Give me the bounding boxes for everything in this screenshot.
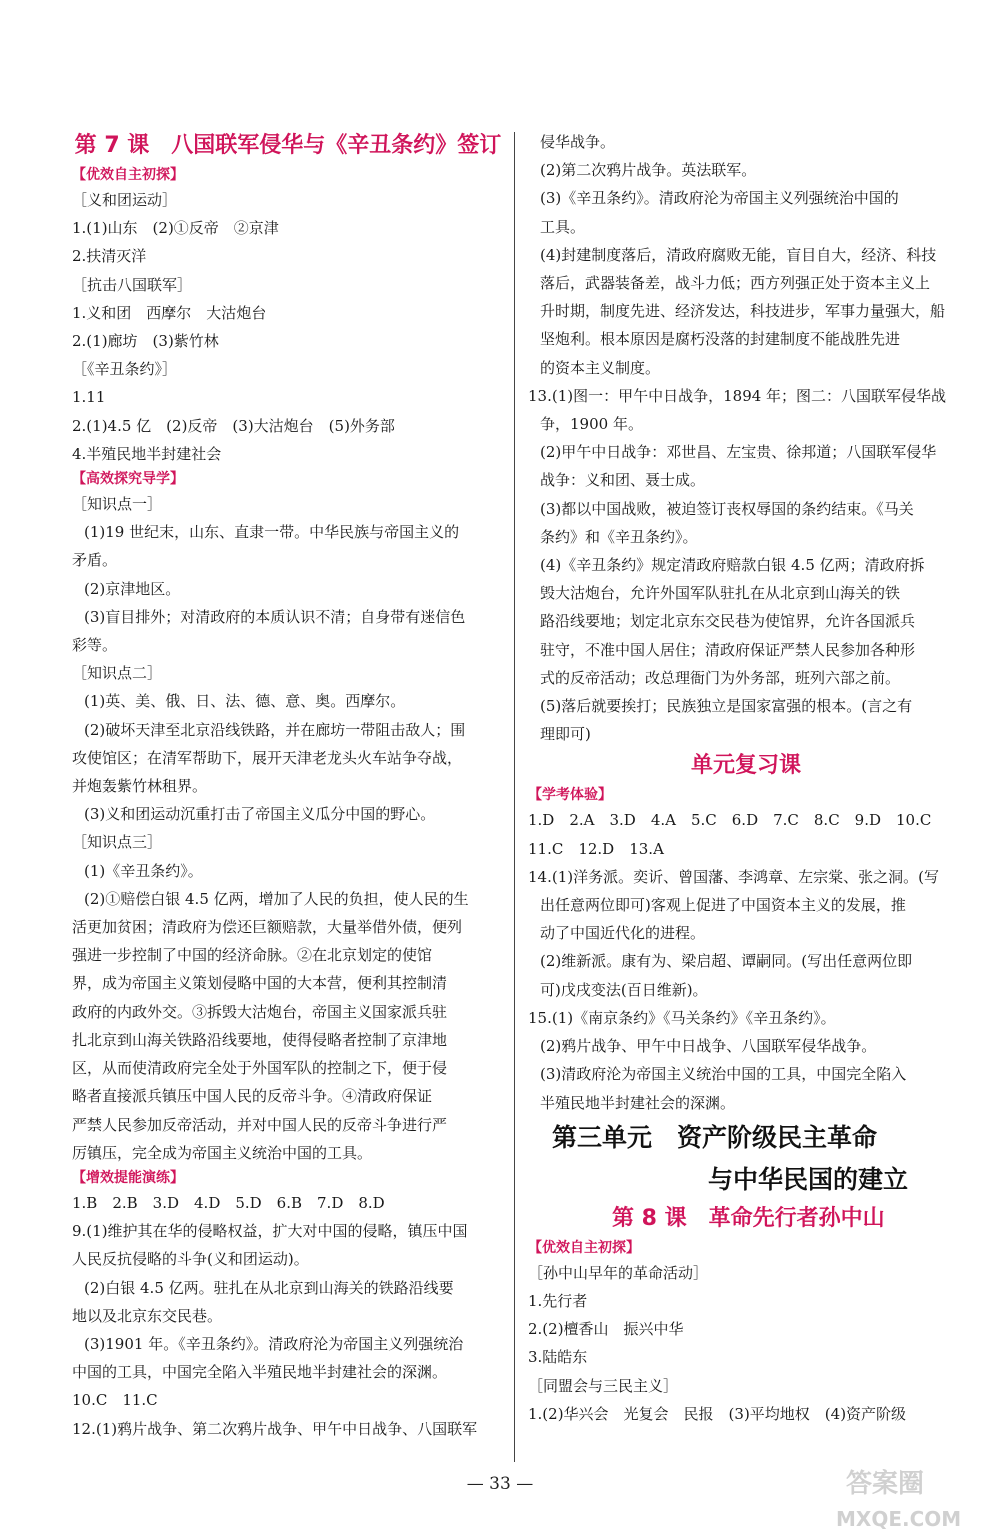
unit-title-cont: 与中华民国的建立	[708, 1164, 909, 1194]
text-line: 争，1900 年。	[540, 415, 643, 434]
text-line: (1)《辛丑条约》。	[84, 861, 203, 880]
text-line: 13.(1)图一：甲午中日战争，1894 年；图二：八国联军侵华战	[528, 386, 947, 405]
text-line: 12.(1)鸦片战争、第二次鸦片战争、甲午中日战争、八国联军	[72, 1419, 478, 1438]
left-column	[72, 128, 504, 1443]
text-line: 半殖民地半封建社会的深渊。	[540, 1093, 736, 1112]
text-line: (2)白银 4.5 亿两。驻扎在从北京到山海关的铁路沿线要	[84, 1278, 454, 1297]
text-line: (1)英、美、俄、日、法、德、意、奥。西摩尔。	[84, 692, 406, 711]
text-line: (5)落后就要挨打；民族独立是国家富强的根本。(言之有	[540, 697, 913, 716]
lesson-title: 单元复习课	[690, 753, 801, 779]
text-line: ［知识点一］	[72, 495, 163, 514]
text-line: (2)第二次鸦片战争。英法联军。	[540, 161, 757, 180]
text-line: ［同盟会与三民主义］	[528, 1376, 679, 1395]
text-line: (4)《辛丑条约》规定清政府赔款白银 4.5 亿两；清政府拆	[540, 556, 925, 575]
text-line: 毁大沽炮台，允许外国军队驻扎在从北京到山海关的铁	[540, 584, 901, 603]
text-line: 界，成为帝国主义策划侵略中国的大本营，便利其控制清	[72, 974, 448, 993]
text-line: 攻使馆区；在清军帮助下，展开天津老龙头火车站争夺战，	[72, 748, 463, 767]
text-line: ［孙中山早年的革命活动］	[528, 1263, 709, 1282]
text-line: 1.11	[72, 388, 106, 407]
text-line: (3)清政府沦为帝国主义统治中国的工具，中国完全陷入	[540, 1065, 907, 1084]
text-line: 严禁人民参加反帝活动，并对中国人民的反帝斗争进行严	[72, 1115, 448, 1134]
lesson-title: 第 7 课 八国联军侵华与《辛丑条约》签订	[74, 133, 502, 158]
text-line: 中国的工具，中国完全陷入半殖民地半封建社会的深渊。	[72, 1363, 448, 1382]
text-line: 式的反帝活动；改总理衙门为外务部，班列六部之前。	[540, 668, 901, 687]
text-line: (3)义和团运动沉重打击了帝国主义瓜分中国的野心。	[84, 805, 436, 824]
text-line: 强进一步控制了中国的经济命脉。②在北京划定的使馆	[72, 946, 433, 965]
text-line: 工具。	[540, 217, 586, 236]
text-line: 升时期，制度先进、经济发达，科技进步，军事力量强大，船	[540, 302, 946, 321]
text-line: 1.先行者	[528, 1291, 588, 1310]
text-line: (3)1901 年。《辛丑条约》。清政府沦为帝国主义列强统治	[84, 1334, 464, 1353]
text-line: 战争：义和团、聂士成。	[540, 471, 706, 490]
text-line: 14.(1)洋务派。奕䜣、曾国藩、李鸿章、左宗棠、张之洞。(写	[528, 867, 939, 886]
text-line: 厉镇压，完全成为帝国主义统治中国的工具。	[72, 1143, 373, 1162]
text-line: 15.(1)《南京条约》《马关条约》《辛丑条约》。	[528, 1008, 836, 1027]
section-heading: 【高效探究导学】	[72, 471, 184, 488]
section-heading: 【增效提能演练】	[72, 1169, 184, 1186]
text-line: ［义和团运动］	[72, 191, 178, 209]
text-line: 矛盾。	[72, 551, 118, 570]
text-line: 路沿线要地；划定北京东交民巷为使馆界，允许各国派兵	[540, 612, 916, 631]
text-line: 1.(1)山东 (2)①反帝 ②京津	[72, 219, 279, 238]
text-line: 1.D 2.A 3.D 4.A 5.C 6.D 7.C 8.C 9.D 10.C	[528, 811, 932, 830]
text-line: 3.陆皓东	[528, 1348, 588, 1367]
unit-title: 第三单元 资产阶级民主革命	[552, 1122, 878, 1152]
text-line: (3)都以中国战败，被迫签订丧权辱国的条约结束。《马关	[540, 499, 914, 518]
text-line: 2.(1)廊坊 (3)紫竹林	[72, 332, 219, 351]
text-line: (2)破坏天津至北京沿线铁路，并在廊坊一带阻击敌人；围	[84, 720, 466, 739]
text-line: ［知识点三］	[72, 833, 163, 852]
text-line: 10.C 11.C	[72, 1391, 158, 1410]
column-divider	[514, 132, 515, 1462]
lesson-title: 第 8 课 革命先行者孙中山	[612, 1205, 885, 1231]
text-line: 并炮轰紫竹林租界。	[72, 777, 208, 796]
section-heading: 【优效自主初探】	[72, 167, 184, 183]
text-line: (3)盲目排外；对清政府的本质认识不清；自身带有迷信色	[84, 607, 466, 626]
text-line: 11.C 12.D 13.A	[528, 839, 664, 858]
right-column	[528, 128, 964, 1428]
text-line: 人民反抗侵略的斗争(义和团运动)。	[72, 1250, 309, 1269]
text-line: 动了中国近代化的进程。	[540, 924, 706, 943]
page-number: — 33 —	[466, 1474, 534, 1494]
text-line: 2.(1)4.5 亿 (2)反帝 (3)大沽炮台 (5)外务部	[72, 416, 395, 435]
text-line: 落后，武器装备差，战斗力低；西方列强正处于资本主义上	[540, 274, 931, 293]
text-line: 理即可)	[540, 725, 591, 744]
text-line: (3)《辛丑条约》。清政府沦为帝国主义列强统治中国的	[540, 189, 899, 208]
text-line: (2)维新派。康有为、梁启超、谭嗣同。(写出任意两位即	[540, 952, 913, 971]
text-line: (2)鸦片战争、甲午中日战争、八国联军侵华战争。	[540, 1037, 877, 1056]
text-line: ［抗击八国联军］	[72, 275, 193, 294]
text-line: ［知识点二］	[72, 664, 163, 683]
text-line: 9.(1)维护其在华的侵略权益，扩大对中国的侵略，镇压中国	[72, 1222, 468, 1241]
text-line: (1)19 世纪末，山东、直隶一带。中华民族与帝国主义的	[84, 523, 460, 542]
text-line: (2)①赔偿白银 4.5 亿两，增加了人民的负担，使人民的生	[84, 889, 469, 908]
text-line: (4)封建制度落后，清政府腐败无能，盲目自大，经济、科技	[540, 245, 937, 264]
text-line: 出任意两位即可)客观上促进了中国资本主义的发展，推	[540, 896, 906, 915]
text-line: 彩等。	[72, 636, 118, 655]
watermark-line1: 答案圈	[846, 1469, 925, 1499]
text-line: 的资本主义制度。	[540, 358, 661, 377]
text-line: 坚炮利。根本原因是腐朽没落的封建制度不能战胜先进	[540, 330, 901, 349]
text-line: 地以及北京东交民巷。	[72, 1306, 223, 1325]
text-line: 略者直接派兵镇压中国人民的反帝斗争。④清政府保证	[72, 1087, 433, 1106]
text-line: 活更加贫困；清政府为偿还巨额赔款，大量举借外债，便列	[72, 918, 463, 937]
text-line: 侵华战争。	[540, 133, 616, 151]
watermark-logo	[818, 1452, 988, 1536]
text-line: 区，从而使清政府完全处于外国军队的控制之下，便于侵	[72, 1059, 448, 1078]
text-line: (2)京津地区。	[84, 579, 181, 598]
text-line: ［《辛丑条约》］	[72, 360, 178, 379]
text-line: 可)戊戌变法(百日维新)。	[540, 980, 708, 999]
text-line: 1.(2)华兴会 光复会 民报 (3)平均地权 (4)资产阶级	[528, 1404, 907, 1423]
text-line: 政府的内政外交。③拆毁大沽炮台，帝国主义国家派兵驻	[72, 1002, 448, 1021]
section-heading: 【学考体验】	[528, 787, 612, 804]
text-line: 2.(2)檀香山 振兴中华	[528, 1320, 684, 1339]
text-line: 驻守，不准中国人居住；清政府保证严禁人民参加各种形	[540, 640, 916, 659]
text-line: 1.义和团 西摩尔 大沽炮台	[72, 303, 267, 322]
section-heading: 【优效自主初探】	[528, 1239, 640, 1256]
text-line: 扎北京到山海关铁路沿线要地，使得侵略者控制了京津地	[72, 1030, 448, 1049]
text-line: 1.B 2.B 3.D 4.D 5.D 6.B 7.D 8.D	[72, 1193, 385, 1212]
watermark-line2: MXQE.COM	[836, 1507, 962, 1531]
text-line: 2.扶清灭洋	[72, 247, 147, 266]
text-line: (2)甲午中日战争：邓世昌、左宝贵、徐邦道；八国联军侵华	[540, 443, 937, 462]
text-line: 条约》和《辛丑条约》。	[540, 527, 698, 546]
text-line: 4.半殖民地半封建社会	[72, 444, 222, 463]
